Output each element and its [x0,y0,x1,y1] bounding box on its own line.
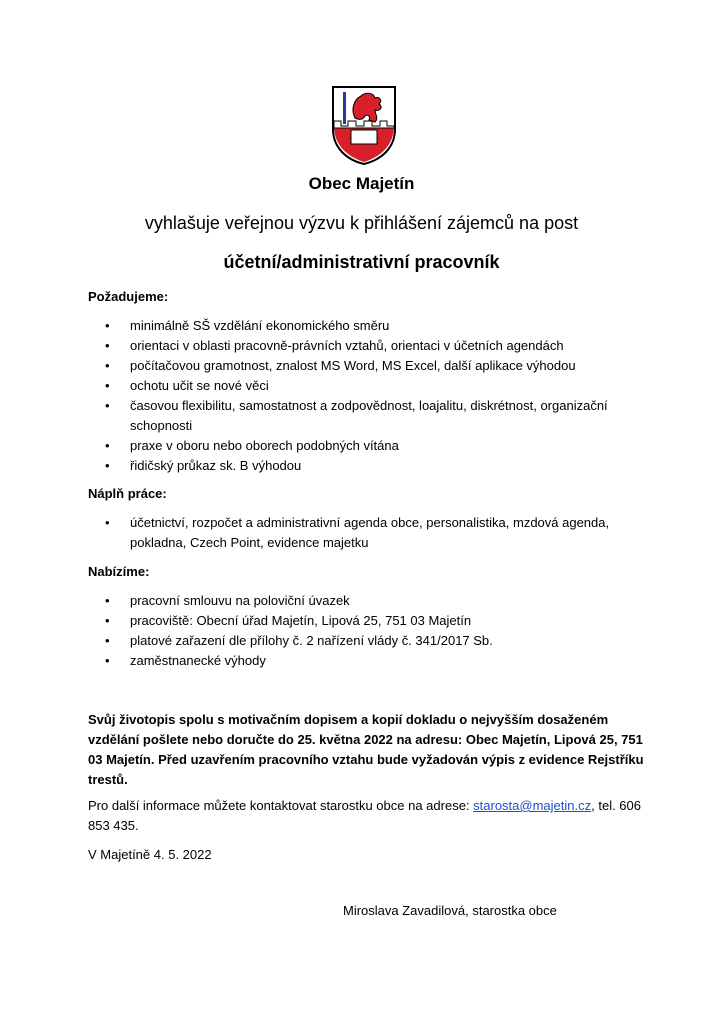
contact-text-after: , tel. 606 853 435. [88,798,641,833]
bullet-icon: • [105,593,110,608]
list-item [88,591,648,611]
list-item-text: řidičský průkaz sk. B výhodou [130,458,302,473]
list-item [88,376,648,396]
list-item [88,456,648,476]
application-instructions: Svůj životopis spolu s motivačním dopisem a kopií dokladu o nejvyšším dosaženém vzdělání pošlete nebo doručte do 25. května 2022 na adresu: Obec Majetín, Lipová 25, 751 03 Majetín. Před uzavřením pracovního vztahu bude vyžadován výpis z evidence Rejstříku trestů. [88,712,644,787]
bullet-icon: • [105,318,110,333]
bullet-icon: • [105,515,110,530]
page-subtitle: vyhlašuje veřejnou výzvu k přihlášení zájemců na post [144,213,579,233]
duties-list [88,513,648,553]
list-item-text: minimálně SŠ vzdělání ekonomického směru [130,318,390,333]
bullet-icon: • [105,633,110,648]
list-item-text: účetnictví, rozpočet a administrativní agenda obce, personalistika, mzdová agenda, pokladna, Czech Point, evidence majetku [130,515,610,550]
requirements-list [88,316,648,476]
list-item [88,336,648,356]
list-item-text: ochotu učit se nové věci [130,378,269,393]
page-title: Obec Majetín [308,174,415,193]
bullet-icon: • [105,438,110,453]
list-item-text: platové zařazení dle přílohy č. 2 nařízení vlády č. 341/2017 Sb. [130,633,493,648]
bullet-icon: • [105,378,110,393]
email-link[interactable]: starosta@majetin.cz [473,798,592,813]
list-item [88,631,648,651]
requirements-heading: Požadujeme: [88,289,169,304]
list-item-text: pracoviště: Obecní úřad Majetín, Lipová 25, 751 03 Majetín [130,613,472,628]
list-item [88,611,648,631]
list-item [88,513,648,553]
bullet-icon: • [105,398,110,413]
list-item-text: zaměstnanecké výhody [130,653,266,668]
job-position-title: účetní/administrativní pracovník [223,252,500,272]
bullet-icon: • [105,653,110,668]
bullet-icon: • [105,338,110,353]
date-line: V Majetíně 4. 5. 2022 [88,847,212,862]
bullet-icon: • [105,358,110,373]
list-item [88,436,648,456]
contact-info [88,796,648,836]
list-item-text: počítačovou gramotnost, znalost MS Word, MS Excel, další aplikace výhodou [130,358,576,373]
signature-line: Miroslava Zavadilová, starostka obce [343,903,557,918]
contact-text-before: Pro další informace můžete kontaktovat starostku obce na adrese: [88,798,474,813]
list-item-text: orientaci v oblasti pracovně-právních vztahů, orientaci v účetních agendách [130,338,564,353]
list-item-text: pracovní smlouvu na poloviční úvazek [130,593,350,608]
offer-list [88,591,648,671]
offer-heading: Nabízíme: [88,564,150,579]
bullet-icon: • [105,613,110,628]
bullet-icon: • [105,458,110,473]
coat-of-arms-icon [329,84,399,166]
list-item-text: praxe v oboru nebo oborech podobných vítána [130,438,399,453]
list-item [88,316,648,336]
list-item [88,396,648,436]
list-item-text: časovou flexibilitu, samostatnost a zodpovědnost, loajalitu, diskrétnost, organizační schopnosti [130,398,608,433]
list-item [88,651,648,671]
list-item [88,356,648,376]
duties-heading: Náplň práce: [88,486,167,501]
